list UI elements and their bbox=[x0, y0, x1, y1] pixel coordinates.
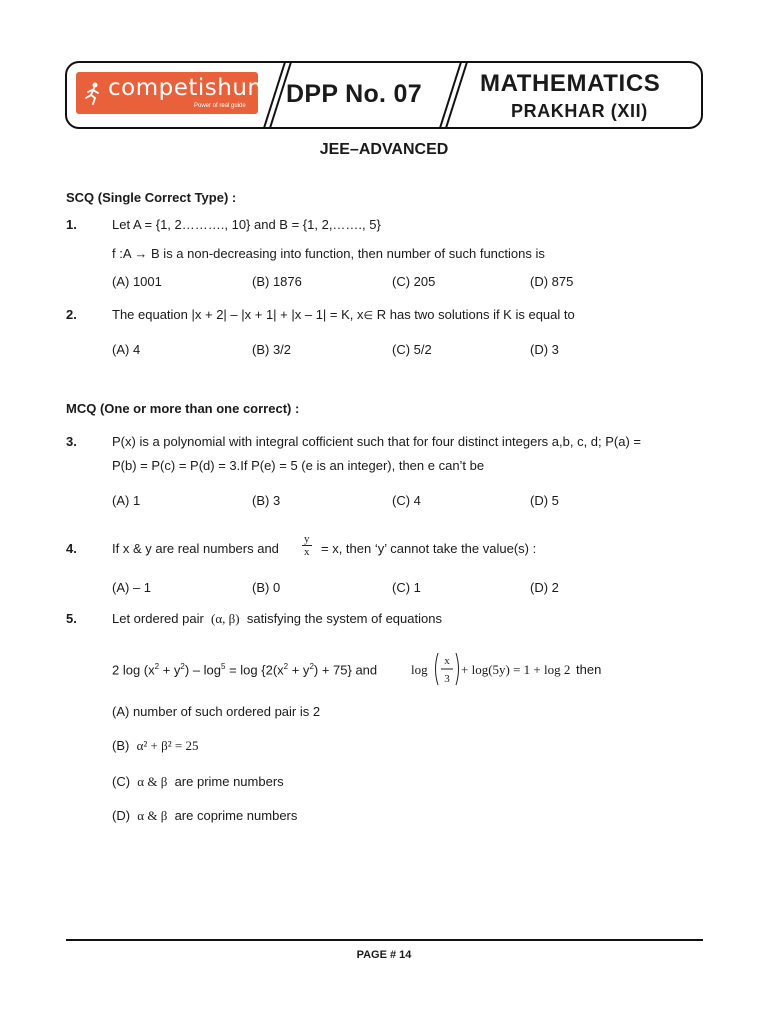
option-a: (A) 1 bbox=[112, 493, 141, 508]
equation-2-log: log bbox=[411, 662, 428, 677]
dpp-number: DPP No. 07 bbox=[286, 80, 422, 108]
option-b: (B) 3 bbox=[252, 493, 281, 508]
batch-name: PRAKHAR (XII) bbox=[511, 101, 648, 121]
option-c: (C) 1 bbox=[392, 580, 421, 595]
equation-then: then bbox=[576, 662, 602, 677]
question-number: 1. bbox=[66, 217, 77, 232]
question-1-line-2: f :A → B is a non-decreasing into function, then number of such functions is bbox=[112, 246, 545, 261]
page-number: PAGE # 14 bbox=[356, 949, 412, 961]
question-4-text-end: = x, then ‘y’ cannot take the value(s) : bbox=[321, 541, 537, 556]
equation-1: 2 $\log (x^2 + y^2) - \log^5 = \log \{2(x^2 + y^2) + 75\}$ and bbox=[112, 662, 378, 678]
option-a: (A) 4 bbox=[112, 342, 141, 357]
option-c: (C) 4 bbox=[392, 493, 421, 508]
question-3-line-2: P(b) = P(c) = P(d) = 3.If P(e) = 5 (e is an integer), then e can’t be bbox=[112, 458, 485, 473]
question-4-text-start: If x & y are real numbers and bbox=[112, 541, 279, 556]
question-number: 2. bbox=[66, 307, 77, 322]
element-of-symbol: ∈ bbox=[363, 310, 374, 322]
option-b: (B) 3/2 bbox=[252, 342, 292, 357]
exam-title: JEE–ADVANCED bbox=[319, 141, 449, 158]
subject-title: MATHEMATICS bbox=[480, 70, 661, 97]
alpha-beta-pair: (α, β) bbox=[211, 611, 240, 626]
option-a: (A) number of such ordered pair is 2 bbox=[112, 704, 321, 719]
question-3-line-1: P(x) is a polynomial with integral cofficient such that for four distinct integers a,b, c, d; P(a) = bbox=[112, 434, 642, 449]
logo-tagline: Power of real guide bbox=[194, 103, 246, 109]
option-d: (D) 875 bbox=[530, 274, 574, 289]
question-number: 3. bbox=[66, 434, 77, 449]
equation-2-rest: + log(5y) = 1 + log 2 bbox=[461, 662, 571, 677]
option-d: (D) α & β are coprime numbers bbox=[112, 808, 298, 823]
option-a: (A) – 1 bbox=[112, 580, 152, 595]
option-c-math: α & β bbox=[137, 774, 168, 789]
question-number: 5. bbox=[66, 611, 77, 626]
footer-rule bbox=[66, 939, 703, 941]
option-b: (B) 1876 bbox=[252, 274, 302, 289]
option-c: (C) α & β are prime numbers bbox=[112, 774, 284, 789]
option-b-math: α² + β² = 25 bbox=[136, 738, 199, 753]
option-c: (C) 205 bbox=[392, 274, 436, 289]
option-d: (D) 5 bbox=[530, 493, 559, 508]
arrow-symbol: → bbox=[134, 246, 148, 261]
logo-text: competishun bbox=[108, 75, 263, 101]
fraction-y-over-x: $\frac{y}{x}$ bbox=[304, 533, 310, 558]
option-d: (D) 3 bbox=[530, 342, 559, 357]
equation-2-fraction bbox=[432, 651, 462, 687]
question-5-line-1: Let ordered pair (α, β) satisfying the system of equations bbox=[112, 611, 442, 626]
option-a: (A) 1001 bbox=[112, 274, 162, 289]
option-d: (D) 2 bbox=[530, 580, 559, 595]
fraction-numerator: x bbox=[444, 655, 450, 667]
question-2-text: The equation |x + 2| – |x + 1| + |x – 1| = K, x∈ R has two solutions if K is equal to bbox=[112, 307, 575, 322]
option-b: (B) α² + β² = 25 bbox=[112, 738, 199, 753]
option-d-math: α & β bbox=[137, 808, 168, 823]
question-1-line-1: Let A = {1, 2………., 10} and B = {1, 2,……., 5} bbox=[112, 217, 381, 232]
fraction-denominator: 3 bbox=[444, 673, 450, 685]
runner-icon bbox=[82, 81, 104, 105]
option-b: (B) 0 bbox=[252, 580, 281, 595]
brand-logo bbox=[76, 72, 263, 114]
section-heading-mcq: MCQ (One or more than one correct) : bbox=[66, 401, 300, 416]
section-heading-scq: SCQ (Single Correct Type) : bbox=[66, 190, 237, 205]
question-number: 4. bbox=[66, 541, 77, 556]
option-c: (C) 5/2 bbox=[392, 342, 432, 357]
